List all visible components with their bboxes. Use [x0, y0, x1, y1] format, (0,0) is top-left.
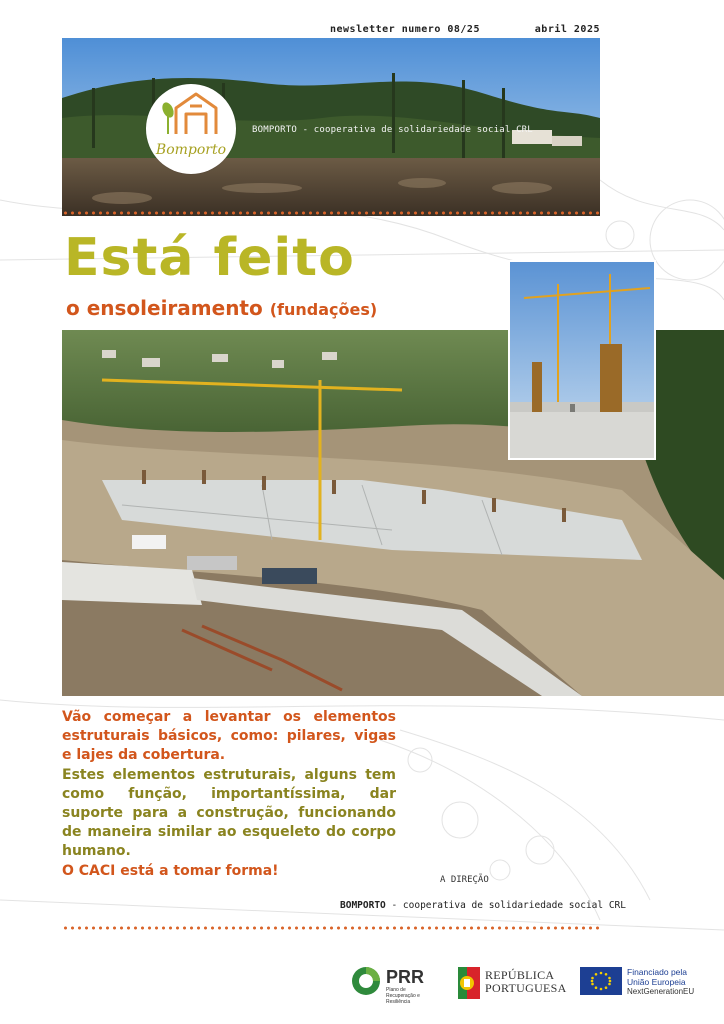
- eu-text: [627, 967, 694, 997]
- republica-line-1: REPÚBLICA: [485, 968, 555, 982]
- article-subhead: [66, 296, 377, 320]
- body-paragraph-3: O CACI está a tomar forma!: [62, 862, 279, 879]
- republica-line-2: PORTUGUESA: [485, 981, 567, 995]
- subhead-paren: (fundações): [269, 300, 378, 319]
- funding-logos: [0, 965, 724, 1005]
- footer-cooperative-prefix: BOMPORTO: [340, 900, 386, 911]
- house-logo-icon: [146, 84, 236, 144]
- eu-line-1: Financiado pela: [627, 967, 688, 977]
- republica-text: [485, 969, 567, 995]
- subhead-main: o ensoleiramento: [66, 296, 263, 320]
- body-paragraph-2: Estes elementos estruturais, alguns tem como função, importantíssima, dar suporte para a construção, funcionando de maneira similar ao esqueleto do corpo humano.: [62, 766, 396, 860]
- eu-funding-logo: [580, 967, 698, 997]
- body-paragraph-1: Vão começar a levantar os elementos estruturais básicos, como: pilares, vigas e lajes da cobertura.: [62, 709, 396, 764]
- issue-label: newsletter numero 08/25: [330, 24, 480, 35]
- footer-dotted-divider: [62, 926, 600, 930]
- republica-portuguesa-logo: [458, 967, 568, 1003]
- header-cooperative-tagline: BOMPORTO - cooperativa de solidariedade social CRL: [252, 125, 533, 135]
- prr-title: PRR: [386, 967, 425, 987]
- issue-date: abril 2025: [534, 24, 600, 35]
- newsletter-header: [330, 24, 600, 38]
- portugal-shield-icon: [458, 967, 480, 999]
- eu-line-2: União Europeia: [627, 977, 686, 987]
- article-headline: Está feito: [64, 228, 355, 288]
- prr-swirl-icon: [350, 965, 382, 997]
- eu-flag-icon: [580, 967, 622, 995]
- logo-wordmark: Bomporto: [155, 142, 227, 158]
- prr-logo: [350, 965, 450, 1005]
- footer-cooperative-suffix: - cooperativa de solidariedade social CRL: [385, 900, 626, 911]
- header-dotted-divider: [62, 211, 600, 215]
- prr-subtitle: Plano de Recuperação e Resiliência: [386, 987, 420, 1005]
- article-body: [62, 708, 396, 881]
- footer-cooperative-name: [340, 900, 626, 911]
- signature: A DIREÇÃO: [440, 875, 489, 885]
- bomporto-logo: [146, 84, 236, 174]
- crane-inset-photo: [508, 260, 656, 460]
- eu-line-3: NextGenerationEU: [627, 987, 695, 996]
